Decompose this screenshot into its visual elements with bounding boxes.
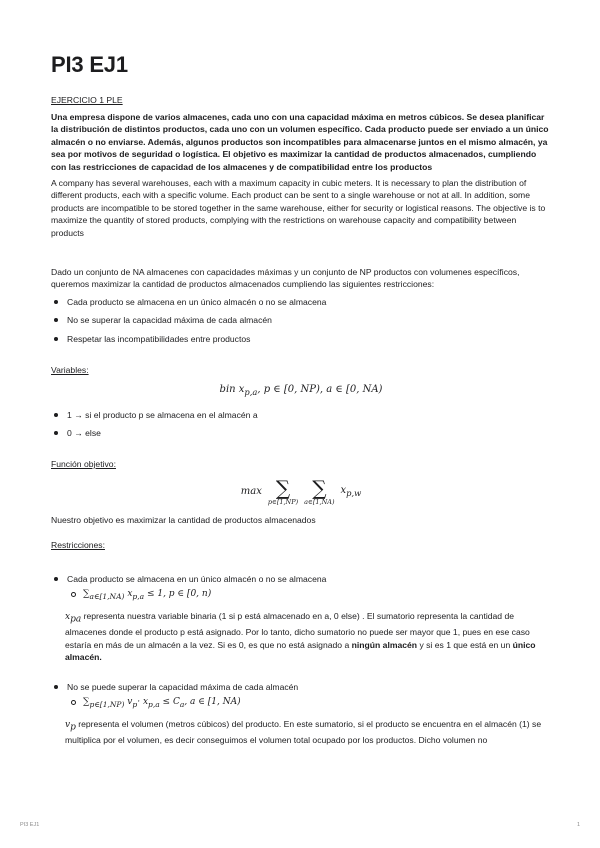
restriction-explanation: [65, 718, 551, 747]
formula-subscript: p: [132, 700, 138, 710]
variable-values-list: [51, 409, 551, 440]
restriction-title: Cada producto se almacena en un único almacén o no se almacena: [67, 573, 327, 584]
sum-term: [341, 485, 362, 500]
formula-subscript: p,a: [132, 592, 145, 602]
explanation-text: representa el volumen (metros cúbicos) del producto. En este sumatorio, si el producto se encuentra en el almacén (1) se multiplica por el volumen, es decir conseguimos el volumen total ocupado por los productos. Dicho volumen no: [65, 718, 542, 746]
objective-formula: [51, 478, 551, 506]
explanation-bold: ningún almacén: [351, 639, 418, 650]
spacer: [51, 527, 551, 539]
requirements-list: [51, 296, 551, 346]
document-content: [51, 52, 551, 747]
explanation-var-subscript: p: [70, 722, 76, 733]
sigma-symbol: ∑: [312, 476, 327, 501]
explanation-var-subscript: pa: [70, 614, 82, 625]
list-item: [51, 573, 551, 604]
explanation-var: x: [65, 611, 71, 622]
sum-index: p∈[1,NP): [267, 498, 299, 507]
formula-subscript: a: [179, 700, 185, 710]
spacer: [51, 352, 551, 364]
list-item: 0 → else: [51, 427, 551, 440]
list-item: Cada producto se almacena en un único almacén o no se almacena: [51, 296, 551, 309]
spacer: [51, 664, 551, 676]
list-item: No se superar la capacidad máxima de cada almacén: [51, 314, 551, 327]
explanation-bold: único almacén.: [65, 639, 536, 663]
list-item: [51, 681, 551, 712]
spacer: [51, 446, 551, 458]
formula-var: C: [172, 697, 180, 708]
term-subscript: p,w: [346, 488, 362, 499]
sum-index: a∈[1,NA): [89, 592, 125, 602]
problem-statement: Dado un conjunto de NA almacenes con capacidades máximas y un conjunto de NP productos con volumenes específicos, queremos maximizar la cantidad de productos almacenados cumpliendo las siguientes restricciones:: [51, 266, 520, 290]
formula-var: x: [142, 697, 149, 708]
formula-var: x: [127, 589, 133, 600]
formula-subscript: p,a: [148, 700, 160, 710]
formula-text: bin x: [219, 384, 245, 396]
objective-heading: Función objetivo:: [51, 458, 116, 469]
sum-outer: [268, 478, 298, 506]
footer-left: PI3 EJ1: [20, 822, 40, 828]
page-title: PI3 EJ1: [51, 52, 128, 77]
explanation-var: v: [65, 719, 71, 730]
footer-page-number: 1: [576, 822, 580, 828]
sum-index: p∈[1,NP): [89, 700, 125, 710]
list-item: Respetar las incompatibilidades entre productos: [51, 333, 551, 346]
sigma-symbol: ∑: [275, 476, 291, 501]
spacer: [51, 556, 551, 568]
explanation-text: y si es 1 que está en un: [417, 639, 513, 650]
restriction-formula-list: [67, 696, 551, 711]
restriction-formula: $\sum_{p\in[1,NP)}$ $v_p\cdot x_{p,a} \le C_a$, a ∈ [1, NA): [67, 696, 551, 711]
restrictions-heading: Restricciones:: [51, 540, 105, 551]
restriction-list-1: [51, 573, 551, 604]
formula-text: , p ∈ [0, NP), a ∈ [0, NA): [257, 384, 383, 396]
formula-var: v: [127, 697, 133, 708]
objective-description: Nuestro objetivo es maximizar la cantidad de productos almacenados: [51, 515, 316, 526]
restriction-formula-list: [67, 588, 551, 603]
exercise-heading: EJERCICIO 1 PLE: [51, 95, 123, 105]
restriction-title: No se puede superar la capacidad máxima de cada almacén: [67, 681, 299, 692]
restriction-explanation: [65, 610, 551, 664]
sum-inner: [304, 478, 334, 506]
sum-index: a∈[1,NA): [304, 498, 335, 507]
intro-english: A company has several warehouses, each with a maximum capacity in cubic meters. It is necessary to plan the distribution of different products, each with a specific volume. Each product can be sent to a single warehouse or not at all. In addition, some products are incompatible to be stored together in the same warehouse, either for security or logistical reasons. The objective is to maximize the quantity of stored products, complying with the restrictions on warehouse capacity and compatibility between products: [51, 177, 546, 238]
formula-subscript: p,a: [244, 387, 258, 398]
variables-formula: [51, 384, 551, 399]
formula-text: , a ∈ [1, NA): [184, 697, 241, 708]
variables-heading: Variables:: [51, 364, 89, 375]
restriction-formula: $\sum_{a\in[1,NA)}$ $x_{p,a} \le 1$, p ∈ [0, n): [67, 588, 551, 603]
explanation-text: representa nuestra variable binaria (1 si p está almacenado en a, 0 else) . El sumatorio representa la cantidad de almacenes donde el producto p está asignado. Por lo tanto, dicho sumatorio no puede ser mayor que 1, pues en ese caso estaría en más de un almacén a la vez. Si es 0, es que no está asignado a: [65, 610, 530, 650]
intro-spanish: Una empresa dispone de varios almacenes, cada uno con una capacidad máxima en metros cúbicos. Se desea planificar la distribución de distintos productos, cada uno con un volumen específico. Cada producto puede ser enviado a un único almacén o no enviarse. Además, algunos productos son incompatibles para almacenarse juntos en el mismo almacén, ya sea por motivos de seguridad o logística. El objetivo es maximizar la cantidad de productos almacenados, cumpliendo con las restricciones de capacidad de los almacenes y de compatibilidad entre los productos: [51, 111, 549, 172]
formula-text: ≤ 1, p ∈ [0, n): [144, 589, 212, 600]
term-var: x: [340, 485, 347, 497]
spacer: [51, 240, 551, 266]
restriction-list-2: [51, 681, 551, 712]
list-item: 1 → si el producto p se almacena en el almacén a: [51, 409, 551, 422]
max-label: max: [240, 486, 262, 498]
